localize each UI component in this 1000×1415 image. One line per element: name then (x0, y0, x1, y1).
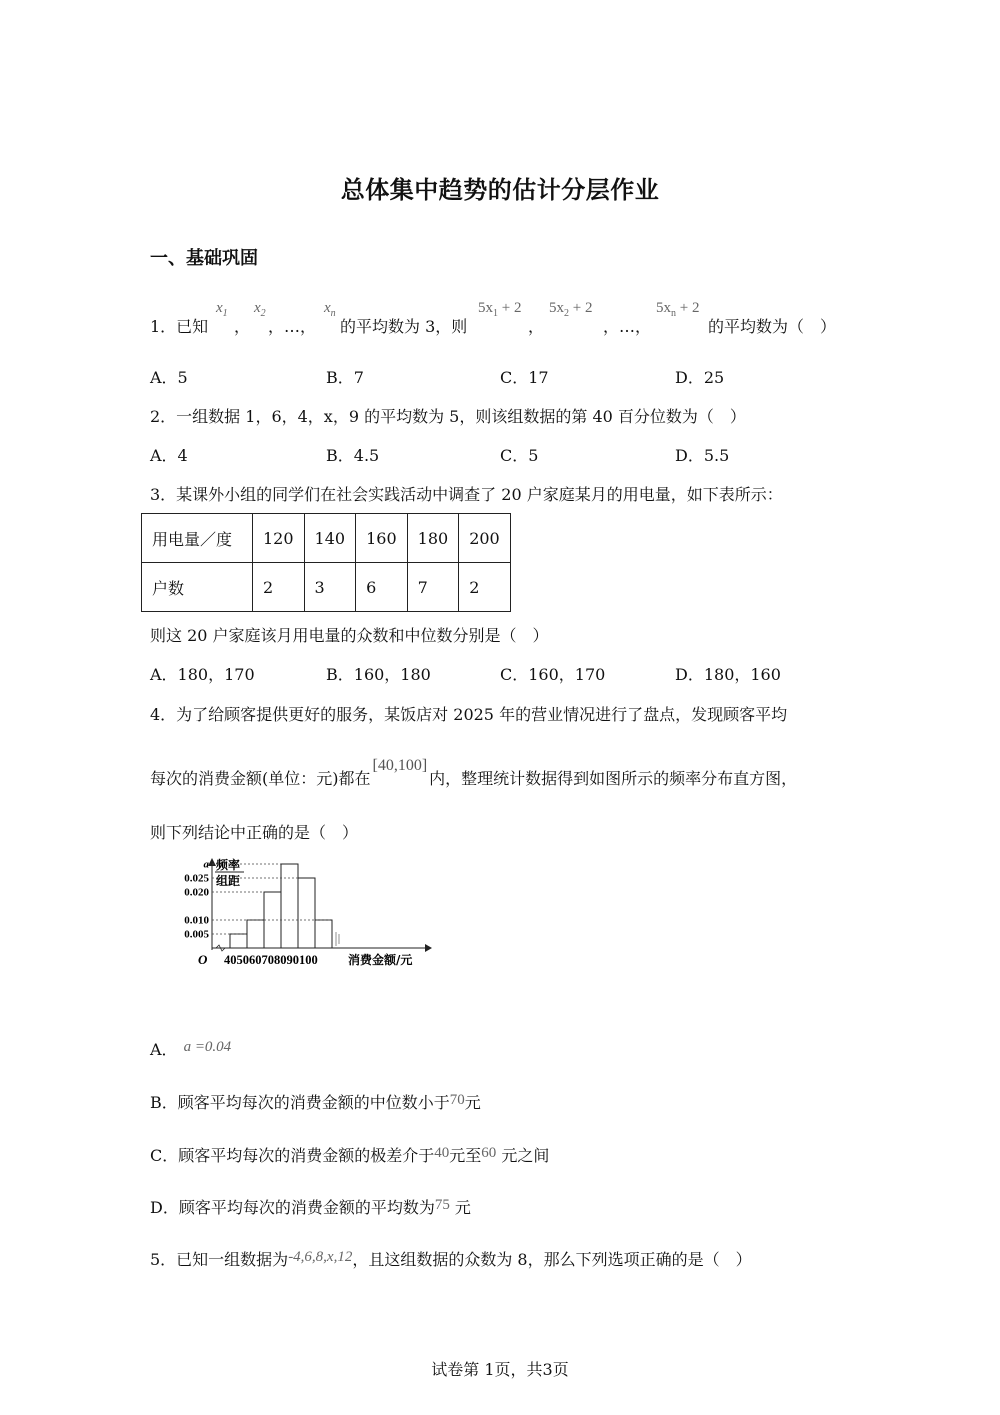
q3-option-d[interactable]: D．180，160 (675, 665, 781, 684)
q3-option-a[interactable]: A．180，170 (150, 665, 255, 684)
q2-option-c[interactable]: C．5 (500, 446, 539, 465)
q1-x1: $x_1$ (216, 300, 228, 319)
table-cell: 6 (356, 563, 408, 612)
q4-option-b[interactable]: B．顾客平均每次的消费金额的中位数小于70元 (150, 1092, 481, 1112)
x-axis-label: 消费金额/元 (348, 953, 413, 967)
q2-option-b[interactable]: B．4.5 (326, 446, 380, 465)
table-cell: 140 (304, 514, 356, 563)
section-heading: 一、基础巩固 (150, 248, 258, 269)
q1-expr2: $5x_2 + 2$ (549, 300, 593, 319)
y-tick-label: 0.020 (184, 886, 209, 899)
y-tick-label: 0.025 (184, 872, 209, 885)
histogram-bar (281, 864, 298, 948)
q1-option-d[interactable]: D．25 (675, 368, 725, 387)
y-axis-arrow (208, 858, 216, 866)
y-label-bottom: 组距 (216, 874, 241, 888)
table-cell: 户数 (142, 563, 253, 612)
x-tick-labels: 405060708090100 (224, 953, 318, 967)
table-cell: 160 (356, 514, 408, 563)
table-row (142, 563, 511, 612)
electricity-table (141, 513, 511, 612)
y-label-top: 频率 (216, 858, 241, 872)
question-2: 2．一组数据 1，6，4，x，9 的平均数为 5，则该组数据的第 40 百分位数为（ ） (150, 407, 746, 426)
histogram-chart (160, 852, 440, 970)
q1-option-c[interactable]: C．17 (500, 368, 549, 387)
question-3: 3．某课外小组的同学们在社会实践活动中调查了 20 户家庭某月的用电量，如下表所示： (150, 485, 783, 504)
question-4-line-3: 则下列结论中正确的是（ ） (150, 823, 359, 842)
q1-prefix: 1．已知 (150, 317, 209, 336)
table-cell: 7 (407, 563, 459, 612)
q1-expr1: $5x_1 + 2$ (478, 300, 522, 319)
histogram-bar (315, 920, 332, 948)
q3-option-c[interactable]: C．160，170 (500, 665, 606, 684)
q3-option-b[interactable]: B．160，180 (326, 665, 431, 684)
y-tick-label: a (203, 858, 209, 871)
q2-option-d[interactable]: D．5.5 (675, 446, 730, 465)
table-cell: 120 (253, 514, 305, 563)
q4-option-d[interactable]: D．顾客平均每次的消费金额的平均数为75 元 (150, 1197, 471, 1217)
question-4-line-1: 4．为了给顾客提供更好的服务，某饭店对 2025 年的营业情况进行了盘点，发现顾客平均 (150, 705, 788, 724)
x-axis-arrow (425, 944, 432, 952)
q1-xn: $x_n$ (324, 300, 336, 319)
question-3-stem: 则这 20 户家庭该月用电量的众数和中位数分别是（ ） (150, 626, 549, 645)
q1-option-a[interactable]: A．5 (150, 368, 188, 387)
table-cell: 用电量／度 (142, 514, 253, 563)
q4-option-c[interactable]: C．顾客平均每次的消费金额的极差介于40元至60 元之间 (150, 1145, 550, 1165)
question-5: 5．已知一组数据为-4,6,8,x,12，且这组数据的众数为 8，那么下列选项正确的是（ ） (150, 1249, 752, 1269)
q2-option-a[interactable]: A．4 (150, 446, 188, 465)
table-cell: 2 (253, 563, 305, 612)
question-4-line-2: 每次的消费金额(单位：元)都在[40,100]内，整理统计数据得到如图所示的频率分布直方图， (150, 757, 798, 788)
page-footer: 试卷第 1页，共3页 (431, 1360, 569, 1379)
axis-mark (336, 932, 339, 946)
interval-math: [40,100] (372, 757, 428, 774)
table-cell: 3 (304, 563, 356, 612)
table-cell: 200 (459, 514, 511, 563)
origin-label: O (198, 952, 208, 967)
q1-option-b[interactable]: B．7 (326, 368, 364, 387)
page-title: 总体集中趋势的估计分层作业 (340, 176, 660, 204)
y-tick-label: 0.010 (184, 914, 209, 927)
table-cell: 180 (407, 514, 459, 563)
histogram-bar (298, 878, 315, 948)
histogram-bar (247, 920, 264, 948)
table-cell: 2 (459, 563, 511, 612)
y-tick-label: 0.005 (184, 928, 209, 941)
q1-x2: $x_2$ (254, 300, 266, 319)
q1-exprn: $5x_n + 2$ (656, 300, 700, 319)
q4-option-a[interactable]: A． a =0.04 (150, 1039, 232, 1059)
histogram-bar (230, 934, 247, 948)
table-row (142, 514, 511, 563)
